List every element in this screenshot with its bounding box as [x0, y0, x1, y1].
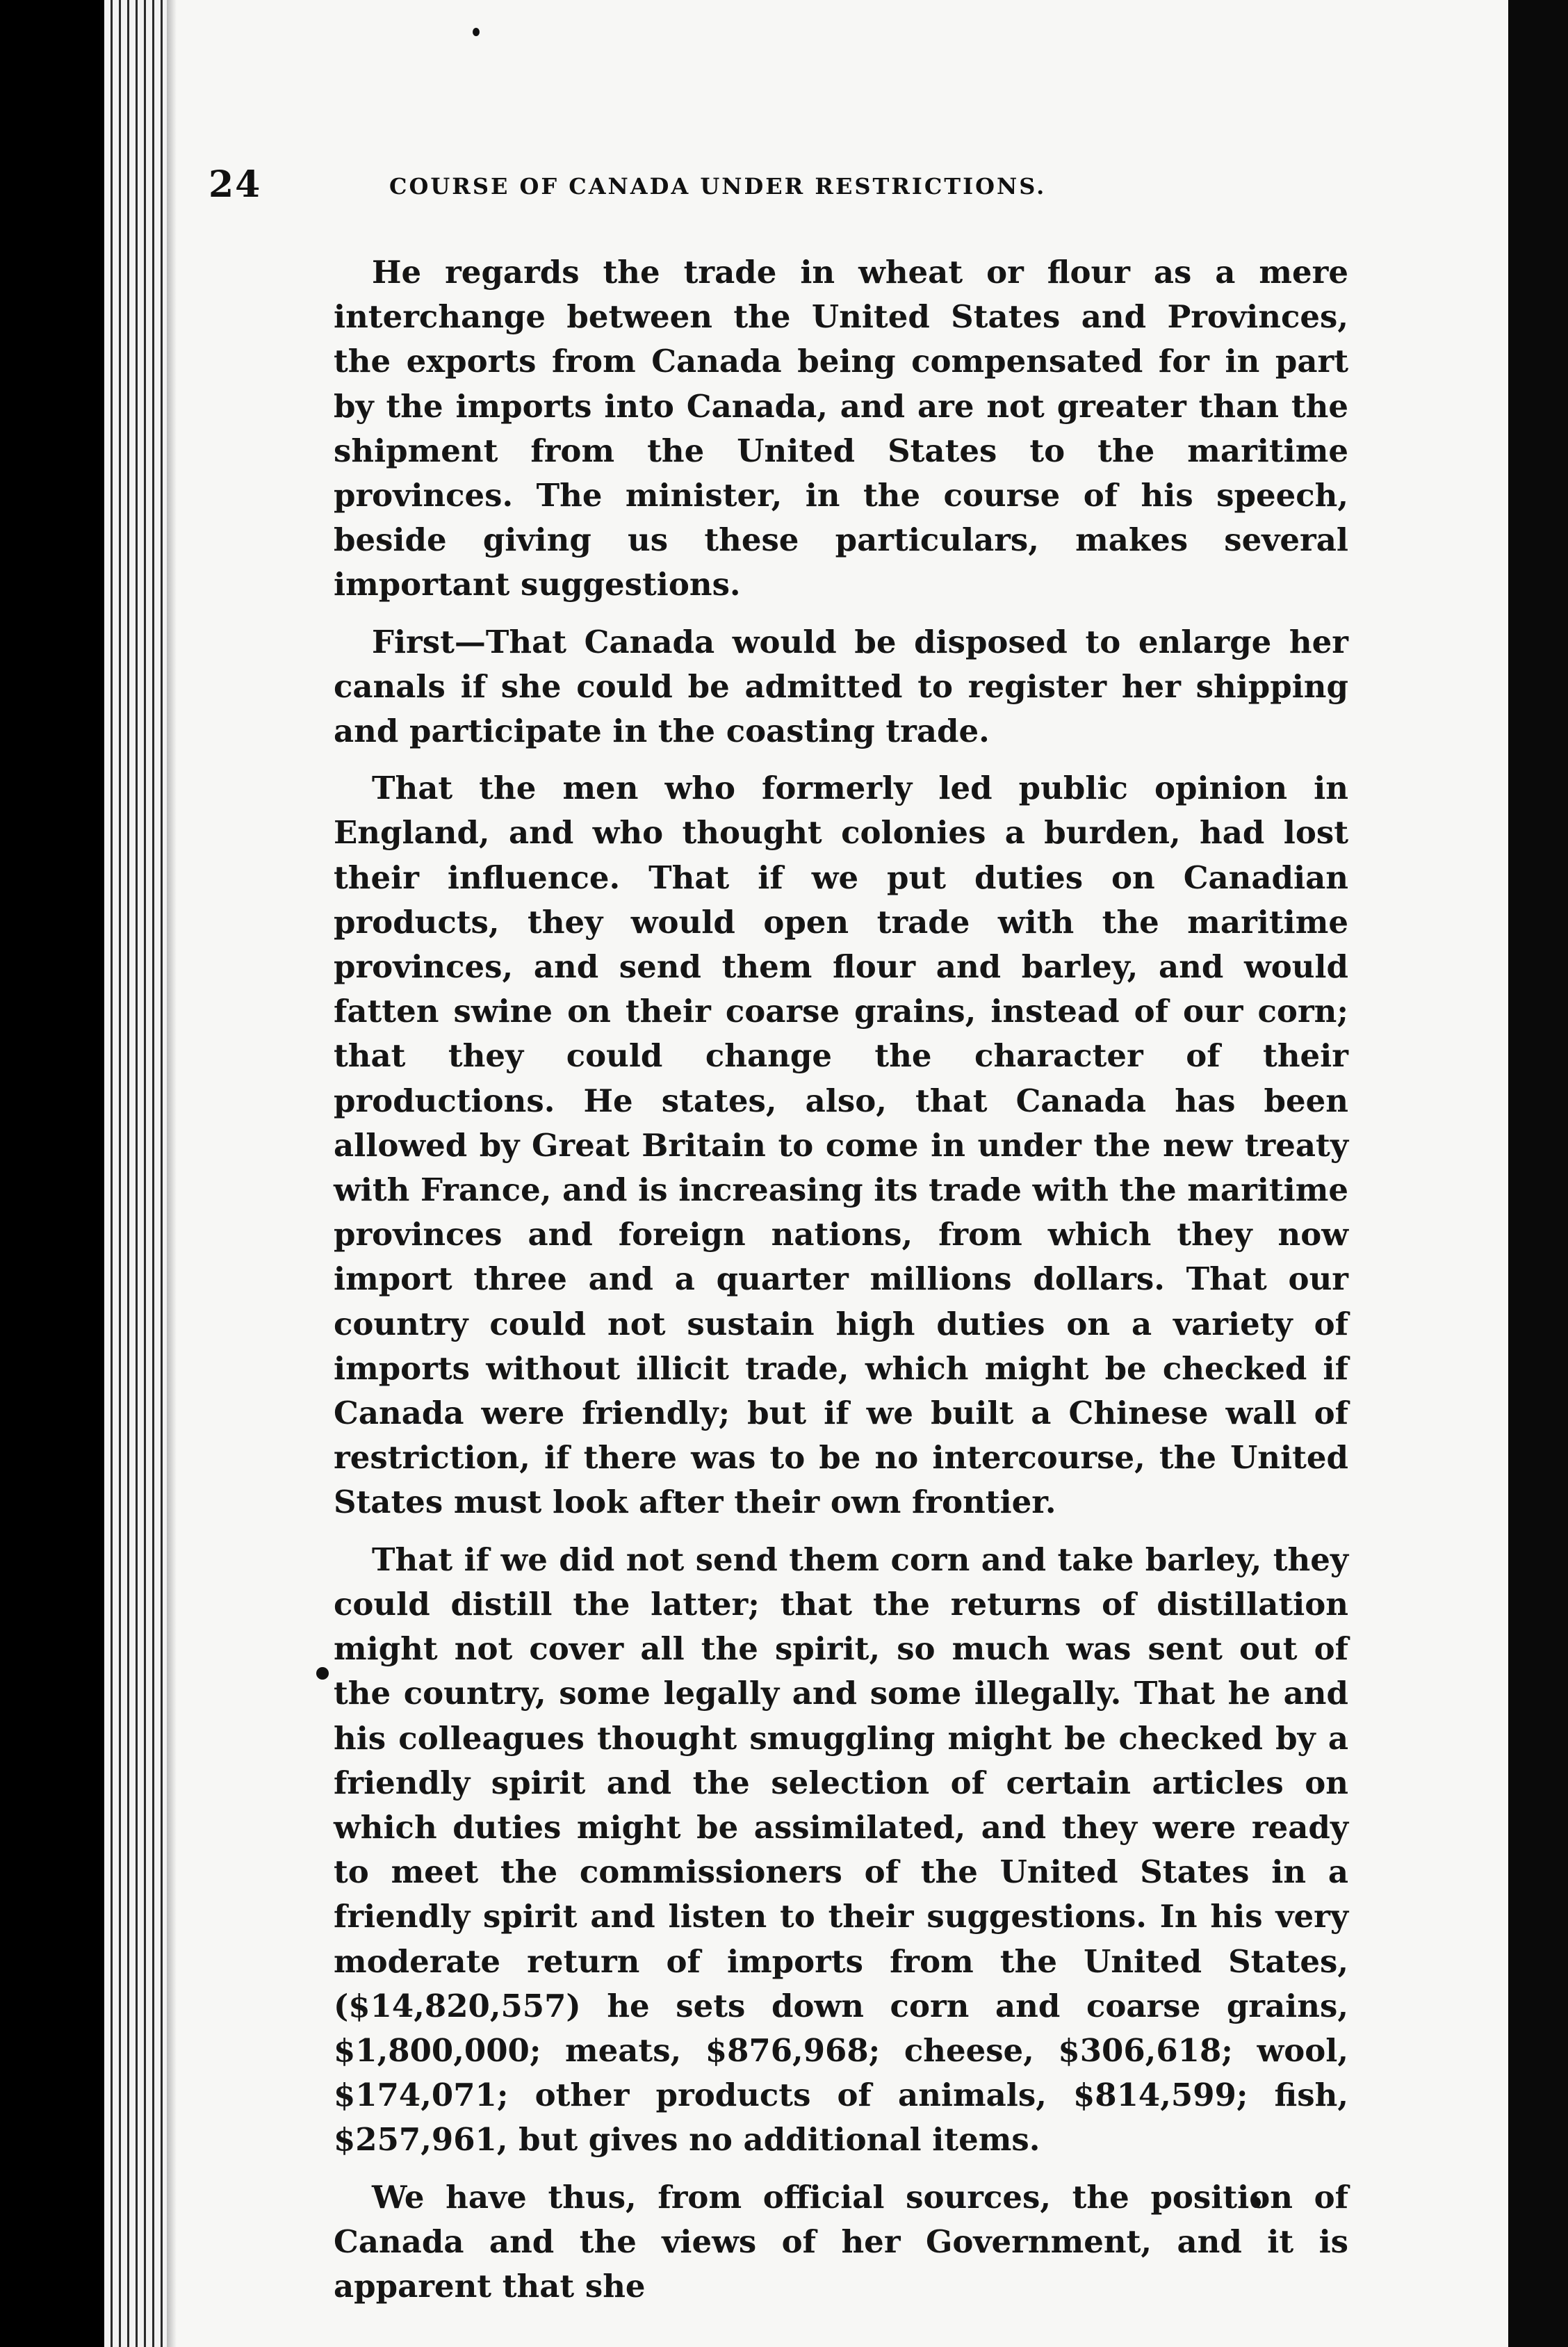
scan-left-border — [0, 0, 104, 2347]
gutter-shadow — [167, 0, 177, 2347]
page-number: 24 — [209, 163, 262, 206]
scan-right-border — [1508, 0, 1568, 2347]
paragraph-5: We have thus, from official sources, the position of Canada and the views of her Government, and it is apparent that she — [334, 2178, 1348, 2305]
page-stack-edges — [104, 0, 167, 2347]
ink-speck — [473, 28, 480, 36]
paragraph-4: That if we did not send them corn and take barley, they could distill the latter; that the returns of distillation might not cover all the spirit, so much was sent out of the country, some legally and some illegally. That he and his colleagues thought smuggling might be checked by a friendly spirit and the selection of certain articles on which duties might be assimilated, and they were ready to meet the commissioners of the United States in a friendly spirit and listen to their suggestions. In his very moderate return of imports from the United States, ($14,820,557) he sets down corn and coarse grains, $1,800,000; meats, $876,968; cheese, $306,618; wool, $174,071; other products of animals, $814,599; fish, $257,961, but gives no additional items. — [334, 1541, 1348, 2159]
page-header — [209, 163, 1362, 219]
ink-speck — [316, 1667, 329, 1680]
body-text — [334, 250, 1348, 2321]
running-head: COURSE OF CANADA UNDER RESTRICTIONS. — [389, 173, 1047, 200]
paragraph-1: He regards the trade in wheat or flour as a mere interchange between the United States and Provinces, the exports from Canada being compensated for in part by the imports into Canada, and are not greater than the shipment from the United States to the maritime provinces. The minister, in the course of his speech, beside giving us these particulars, makes several important suggestions. — [334, 254, 1348, 603]
paragraph-3: That the men who formerly led public opinion in England, and who thought colonies a burden, had lost their influence. That if we put duties on Canadian products, they would open trade with the maritime provinces, and send them flour and barley, and would fatten swine on their coarse grains, instead of our corn; that they could change the character of their productions. He states, also, that Canada has been allowed by Great Britain to come in under the new treaty with France, and is increasing its trade with the maritime provinces and foreign nations, from which they now import three and a quarter millions dollars. That our country could not sustain high duties on a variety of imports without illicit trade, which might be checked if Canada were friendly; but if we built a Chinese wall of restriction, if there was to be no intercourse, the United States must look after their own frontier. — [334, 770, 1348, 1521]
paragraph-2: First—That Canada would be disposed to enlarge her canals if she could be admitted to register her shipping and participate in the coasting trade. — [334, 623, 1348, 750]
